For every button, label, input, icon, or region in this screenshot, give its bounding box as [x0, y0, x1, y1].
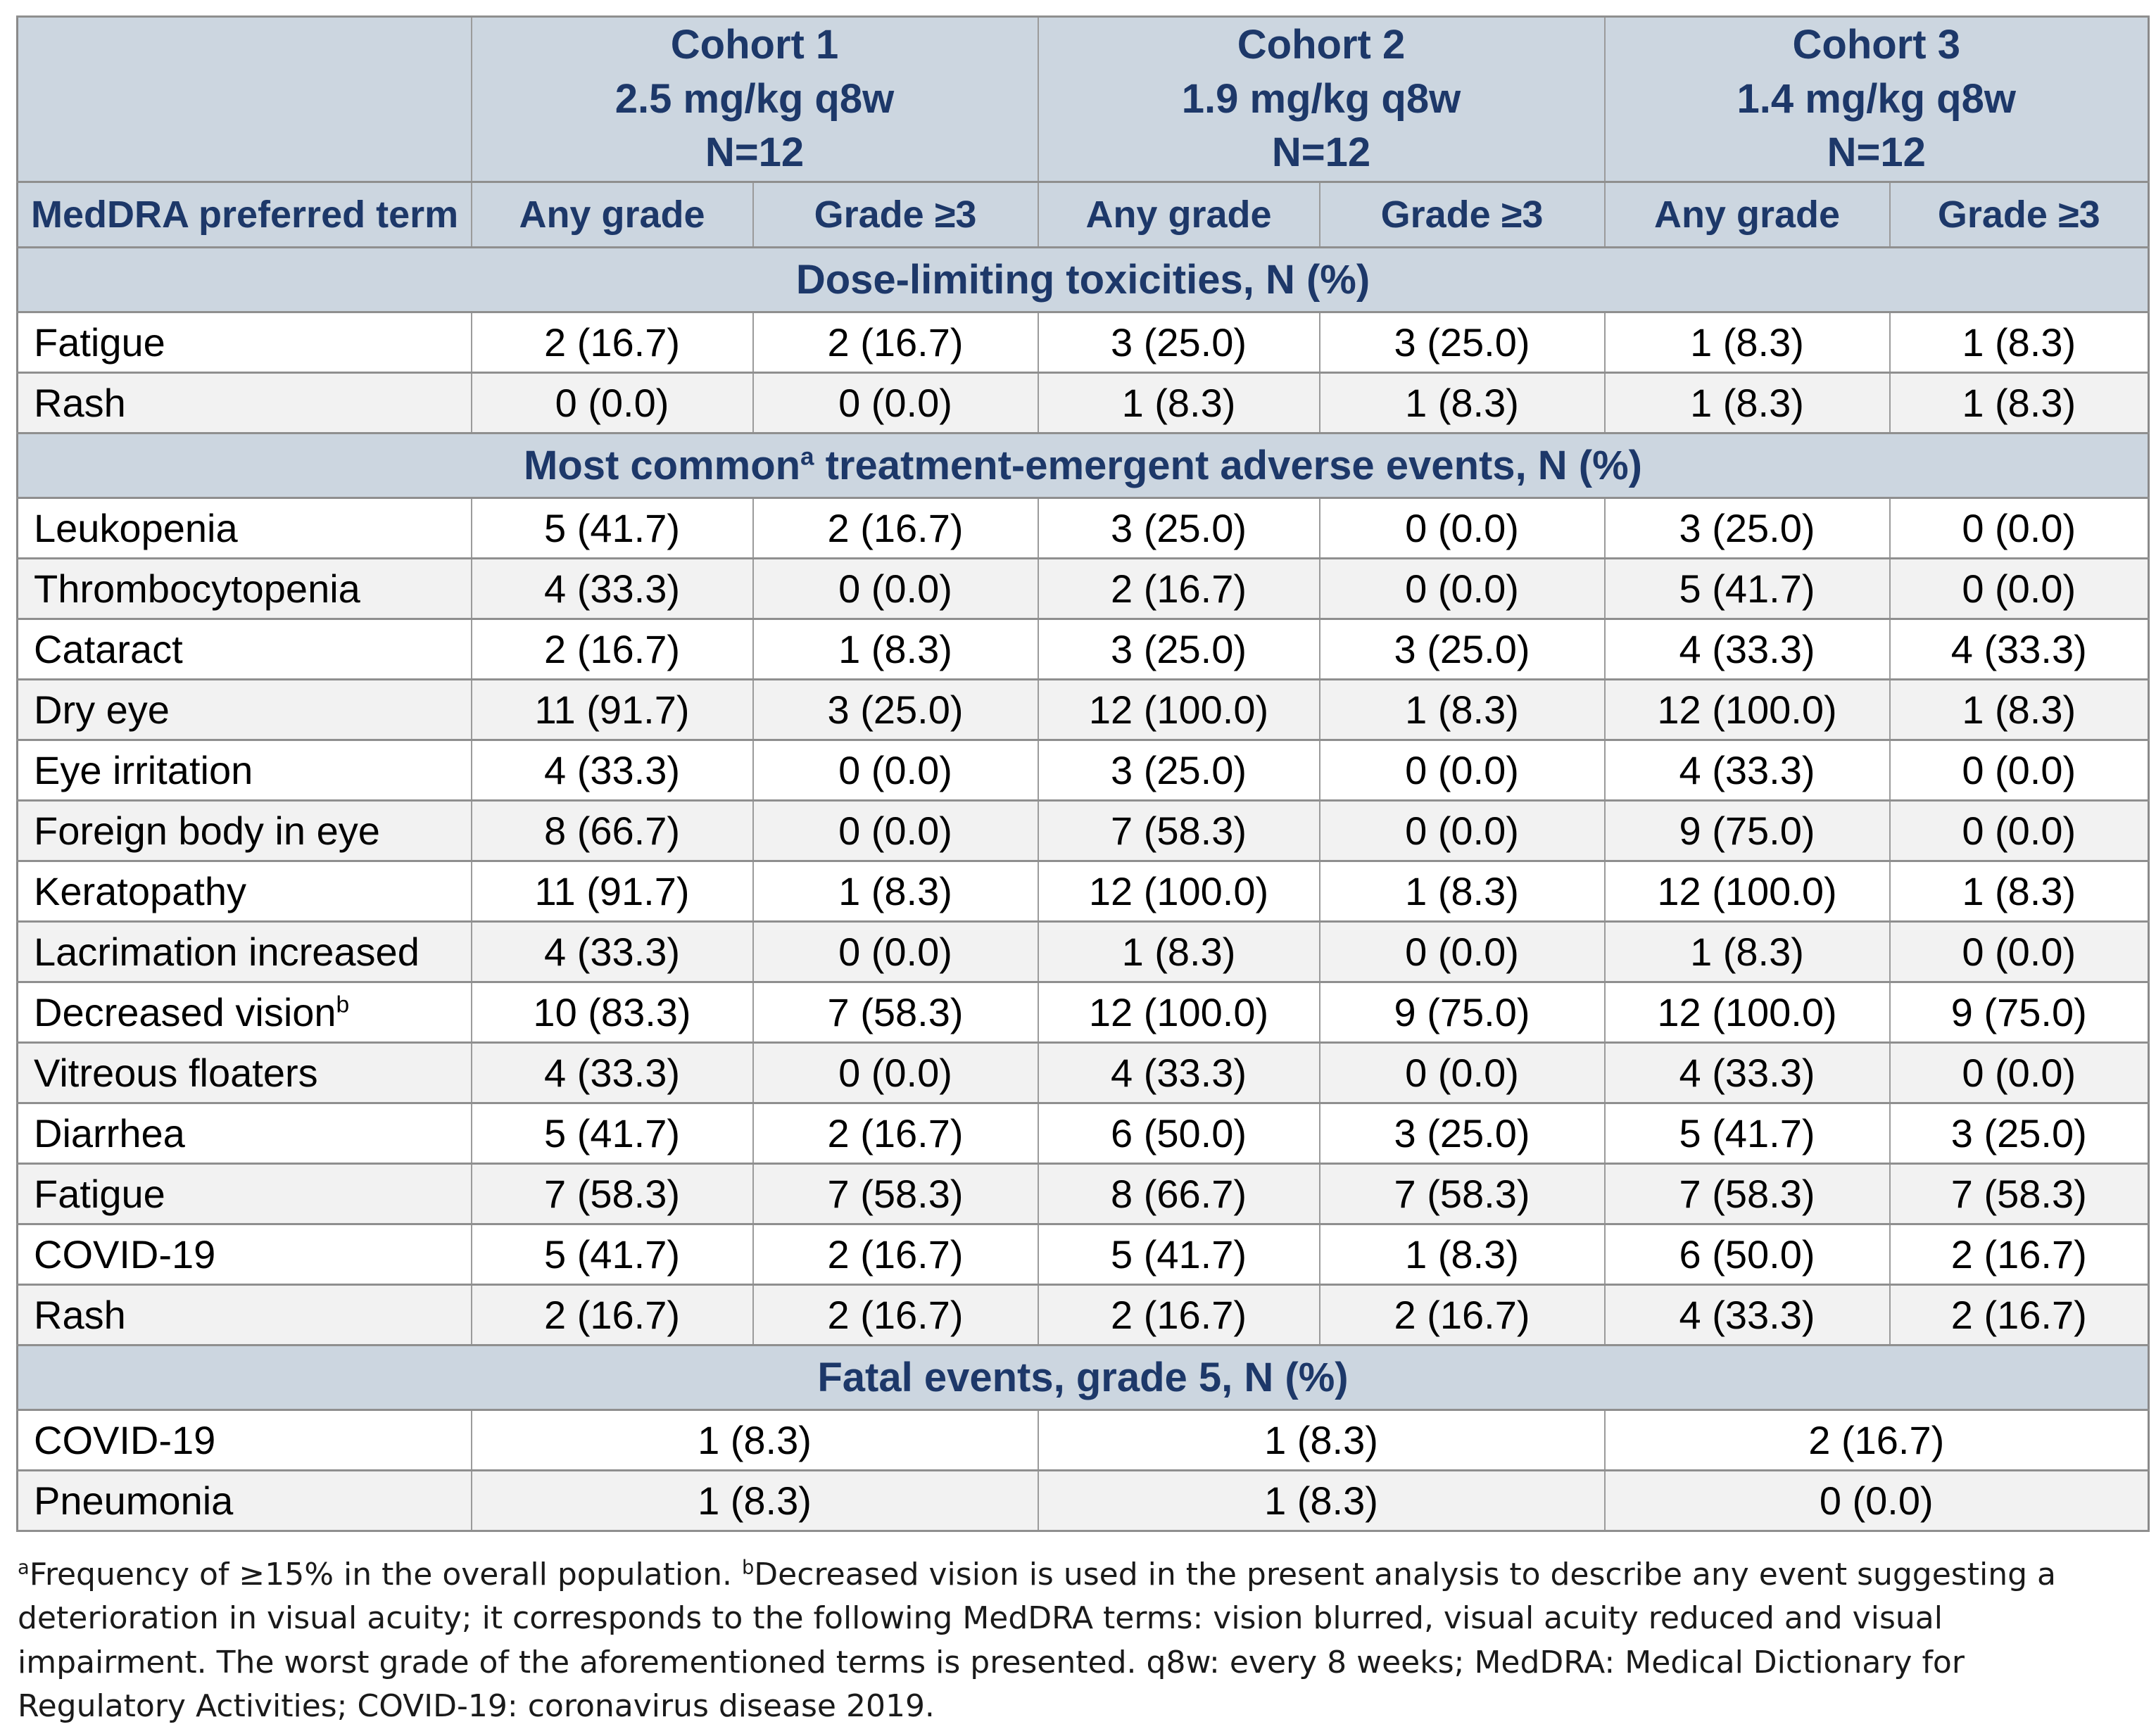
value-cell: 1 (8.3) [1038, 921, 1320, 982]
value-cell: 3 (25.0) [1038, 740, 1320, 800]
value-cell: 3 (25.0) [1320, 312, 1605, 372]
value-cell: 2 (16.7) [472, 312, 753, 372]
value-cell: 2 (16.7) [472, 619, 753, 679]
c2-grade3-header: Grade ≥3 [1320, 182, 1605, 247]
value-cell: 0 (0.0) [1890, 740, 2149, 800]
value-cell: 0 (0.0) [753, 800, 1038, 861]
value-cell: 4 (33.3) [1605, 1042, 1890, 1103]
cohort-2-n: N=12 [1271, 129, 1371, 176]
table-row [18, 498, 2149, 558]
value-cell: 0 (0.0) [1320, 558, 1605, 619]
cohort-1-name: Cohort 1 [670, 22, 839, 68]
value-cell: 1 (8.3) [1038, 1410, 1605, 1470]
value-cell: 1 (8.3) [1038, 1470, 1605, 1531]
value-cell: 7 (58.3) [1320, 1163, 1605, 1224]
value-cell: 7 (58.3) [1605, 1163, 1890, 1224]
value-cell: 0 (0.0) [1320, 740, 1605, 800]
value-cell: 3 (25.0) [1320, 1103, 1605, 1163]
value-cell: 9 (75.0) [1320, 982, 1605, 1042]
table-row [18, 921, 2149, 982]
value-cell: 5 (41.7) [1038, 1224, 1320, 1284]
value-cell: 3 (25.0) [1605, 498, 1890, 558]
term-cell: Pneumonia [18, 1470, 472, 1531]
value-cell: 6 (50.0) [1605, 1224, 1890, 1284]
value-cell: 1 (8.3) [753, 619, 1038, 679]
table-row [18, 740, 2149, 800]
cohort-3-name: Cohort 3 [1792, 22, 1960, 68]
value-cell: 0 (0.0) [753, 558, 1038, 619]
value-cell: 1 (8.3) [1605, 372, 1890, 433]
value-cell: 1 (8.3) [1320, 372, 1605, 433]
footnote-marker-a: a [18, 1556, 30, 1578]
footnote-marker-b: b [741, 1556, 755, 1578]
value-cell: 1 (8.3) [1605, 921, 1890, 982]
cohort-1-n: N=12 [705, 129, 805, 176]
section-header-dlt [18, 247, 2149, 312]
term-cell: Cataract [18, 619, 472, 679]
value-cell: 8 (66.7) [472, 800, 753, 861]
value-cell: 2 (16.7) [753, 1103, 1038, 1163]
value-cell: 1 (8.3) [1320, 1224, 1605, 1284]
value-cell: 1 (8.3) [472, 1410, 1038, 1470]
value-cell: 3 (25.0) [1038, 619, 1320, 679]
grade-header-row [18, 182, 2149, 247]
value-cell: 12 (100.0) [1038, 679, 1320, 740]
value-cell: 0 (0.0) [1890, 921, 2149, 982]
c3-any-grade-header: Any grade [1605, 182, 1890, 247]
term-cell: COVID-19 [18, 1224, 472, 1284]
cohort-header-row [18, 17, 2149, 182]
corner-cell [18, 17, 472, 182]
table-row [18, 312, 2149, 372]
value-cell: 3 (25.0) [753, 679, 1038, 740]
value-cell: 9 (75.0) [1605, 800, 1890, 861]
value-cell: 0 (0.0) [1890, 800, 2149, 861]
term-cell: Dry eye [18, 679, 472, 740]
value-cell: 4 (33.3) [472, 558, 753, 619]
table-row [18, 1163, 2149, 1224]
term-column-header: MedDRA preferred term [18, 182, 472, 247]
table-row [18, 1284, 2149, 1345]
term-cell: Thrombocytopenia [18, 558, 472, 619]
value-cell: 2 (16.7) [1038, 558, 1320, 619]
table-row [18, 679, 2149, 740]
value-cell: 2 (16.7) [753, 1284, 1038, 1345]
value-cell: 2 (16.7) [1320, 1284, 1605, 1345]
value-cell: 0 (0.0) [472, 372, 753, 433]
cohort-3-header [1605, 17, 2149, 182]
value-cell: 12 (100.0) [1038, 982, 1320, 1042]
term-cell: Vitreous floaters [18, 1042, 472, 1103]
value-cell: 2 (16.7) [1890, 1284, 2149, 1345]
term-cell: Fatigue [18, 1163, 472, 1224]
value-cell: 7 (58.3) [1890, 1163, 2149, 1224]
value-cell: 1 (8.3) [753, 861, 1038, 921]
value-cell: 1 (8.3) [1605, 312, 1890, 372]
value-cell: 11 (91.7) [472, 861, 753, 921]
section-title: Fatal events, grade 5, N (%) [18, 1345, 2149, 1410]
value-cell: 3 (25.0) [1038, 312, 1320, 372]
value-cell: 4 (33.3) [1605, 1284, 1890, 1345]
value-cell: 4 (33.3) [1605, 619, 1890, 679]
value-cell: 1 (8.3) [1038, 372, 1320, 433]
value-cell: 8 (66.7) [1038, 1163, 1320, 1224]
table-row [18, 861, 2149, 921]
value-cell: 12 (100.0) [1605, 982, 1890, 1042]
value-cell: 1 (8.3) [1890, 861, 2149, 921]
table-row [18, 558, 2149, 619]
value-cell: 4 (33.3) [1038, 1042, 1320, 1103]
value-cell: 4 (33.3) [472, 1042, 753, 1103]
section-header-teae [18, 433, 2149, 498]
term-cell: Foreign body in eye [18, 800, 472, 861]
value-cell: 0 (0.0) [1320, 921, 1605, 982]
cohort-2-name: Cohort 2 [1237, 22, 1406, 68]
value-cell: 7 (58.3) [753, 982, 1038, 1042]
term-cell: COVID-19 [18, 1410, 472, 1470]
term-cell: Diarrhea [18, 1103, 472, 1163]
table-row [18, 1042, 2149, 1103]
c1-any-grade-header: Any grade [472, 182, 753, 247]
value-cell: 4 (33.3) [1890, 619, 2149, 679]
value-cell: 3 (25.0) [1038, 498, 1320, 558]
c3-grade3-header: Grade ≥3 [1890, 182, 2149, 247]
value-cell: 2 (16.7) [1038, 1284, 1320, 1345]
footnote [18, 1553, 2141, 1729]
term-cell: Rash [18, 372, 472, 433]
section-header-fatal [18, 1345, 2149, 1410]
table-row [18, 1224, 2149, 1284]
term-cell: Leukopenia [18, 498, 472, 558]
value-cell: 0 (0.0) [1890, 558, 2149, 619]
value-cell: 5 (41.7) [472, 1103, 753, 1163]
value-cell: 2 (16.7) [753, 1224, 1038, 1284]
value-cell: 0 (0.0) [1320, 800, 1605, 861]
cohort-3-n: N=12 [1827, 129, 1926, 176]
value-cell: 5 (41.7) [1605, 558, 1890, 619]
table-row [18, 982, 2149, 1042]
value-cell: 2 (16.7) [1890, 1224, 2149, 1284]
value-cell: 2 (16.7) [753, 498, 1038, 558]
c1-grade3-header: Grade ≥3 [753, 182, 1038, 247]
value-cell: 7 (58.3) [753, 1163, 1038, 1224]
value-cell: 3 (25.0) [1890, 1103, 2149, 1163]
adverse-events-table [16, 15, 2150, 1532]
value-cell: 0 (0.0) [1890, 1042, 2149, 1103]
table-row [18, 1410, 2149, 1470]
cohort-2-header [1038, 17, 1605, 182]
c2-any-grade-header: Any grade [1038, 182, 1320, 247]
term-cell: Fatigue [18, 312, 472, 372]
term-cell: Decreased vision$^b$ [18, 982, 472, 1042]
value-cell: 1 (8.3) [472, 1470, 1038, 1531]
cohort-2-dose: 1.9 mg/kg q8w [1181, 75, 1461, 122]
value-cell: 4 (33.3) [472, 740, 753, 800]
value-cell: 4 (33.3) [1605, 740, 1890, 800]
table-row [18, 800, 2149, 861]
term-cell: Lacrimation increased [18, 921, 472, 982]
value-cell: 0 (0.0) [1890, 498, 2149, 558]
value-cell: 11 (91.7) [472, 679, 753, 740]
value-cell: 12 (100.0) [1605, 679, 1890, 740]
value-cell: 2 (16.7) [753, 312, 1038, 372]
value-cell: 2 (16.7) [472, 1284, 753, 1345]
footnote-text-b: Decreased vision is used in the present analysis to describe any event suggesting a deterioration in visual acuity; it corresponds to the following MedDRA terms: vision blurred, visual acuity reduced and visual impairment. The worst grade of the aforementioned terms is presented. q8w: every 8 weeks; MedDRA: Medical Dictionary for Regulatory Activities; COVID-19: coronavirus disease 2019. [18, 1556, 2056, 1725]
value-cell: 10 (83.3) [472, 982, 753, 1042]
value-cell: 0 (0.0) [753, 372, 1038, 433]
value-cell: 12 (100.0) [1605, 861, 1890, 921]
value-cell: 0 (0.0) [1320, 1042, 1605, 1103]
value-cell: 9 (75.0) [1890, 982, 2149, 1042]
term-cell: Eye irritation [18, 740, 472, 800]
value-cell: 2 (16.7) [1605, 1410, 2149, 1470]
term-cell: Keratopathy [18, 861, 472, 921]
value-cell: 1 (8.3) [1890, 679, 2149, 740]
value-cell: 6 (50.0) [1038, 1103, 1320, 1163]
cohort-1-dose: 2.5 mg/kg q8w [614, 75, 895, 122]
value-cell: 4 (33.3) [472, 921, 753, 982]
footnote-text-a: Frequency of ≥15% in the overall population. [29, 1556, 742, 1592]
value-cell: 7 (58.3) [472, 1163, 753, 1224]
table-row [18, 1470, 2149, 1531]
section-title: Most common$^a$ treatment-emergent adverse events, N (%) [18, 433, 2149, 498]
value-cell: 5 (41.7) [1605, 1103, 1890, 1163]
table-row [18, 372, 2149, 433]
value-cell: 0 (0.0) [753, 740, 1038, 800]
table-row [18, 619, 2149, 679]
value-cell: 1 (8.3) [1890, 312, 2149, 372]
value-cell: 0 (0.0) [1320, 498, 1605, 558]
cohort-1-header [472, 17, 1038, 182]
value-cell: 7 (58.3) [1038, 800, 1320, 861]
value-cell: 5 (41.7) [472, 498, 753, 558]
value-cell: 1 (8.3) [1320, 861, 1605, 921]
term-cell: Rash [18, 1284, 472, 1345]
cohort-3-dose: 1.4 mg/kg q8w [1736, 75, 2016, 122]
value-cell: 1 (8.3) [1320, 679, 1605, 740]
value-cell: 1 (8.3) [1890, 372, 2149, 433]
value-cell: 0 (0.0) [753, 1042, 1038, 1103]
value-cell: 12 (100.0) [1038, 861, 1320, 921]
value-cell: 5 (41.7) [472, 1224, 753, 1284]
table-row [18, 1103, 2149, 1163]
section-title: Dose-limiting toxicities, N (%) [18, 247, 2149, 312]
value-cell: 3 (25.0) [1320, 619, 1605, 679]
value-cell: 0 (0.0) [1605, 1470, 2149, 1531]
value-cell: 0 (0.0) [753, 921, 1038, 982]
